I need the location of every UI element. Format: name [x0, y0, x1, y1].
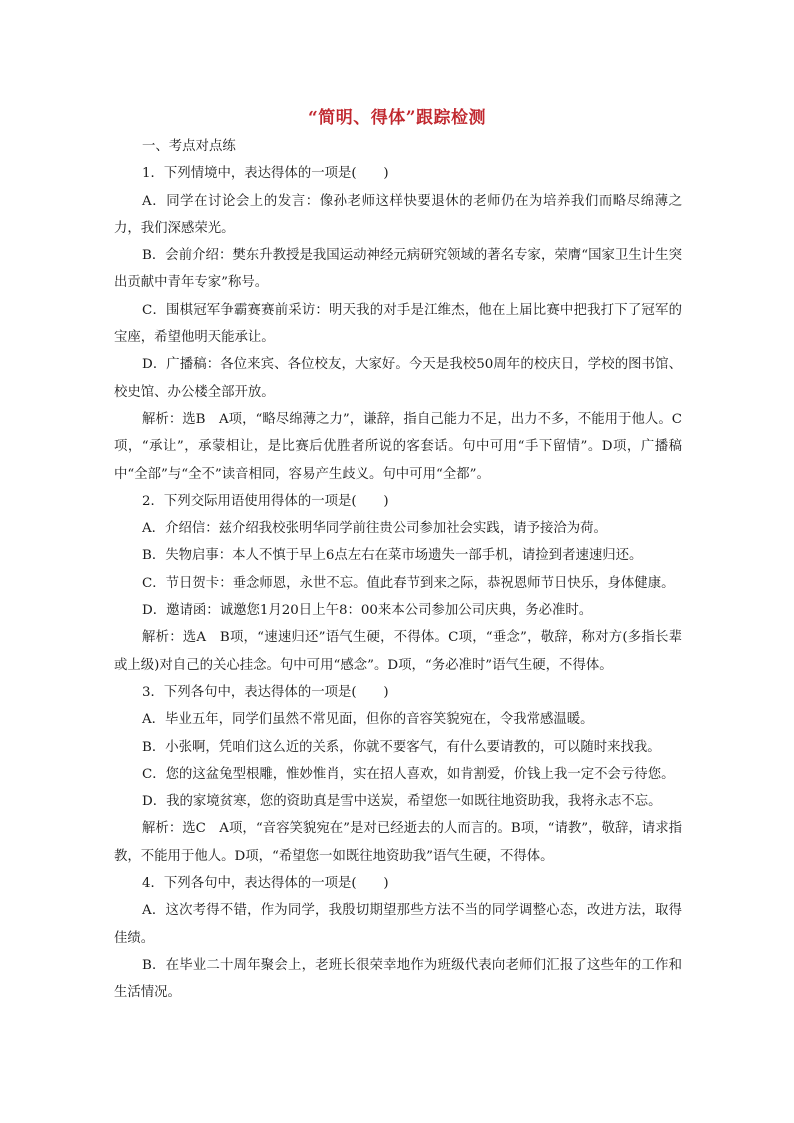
question-2-option-c: C．节日贺卡：垂念师恩，永世不忘。值此春节到来之际，恭祝恩师节日快乐，身体健康。 [142, 575, 675, 591]
question-3-option-b: B．小张啊，凭咱们这么近的关系，你就不要客气，有什么要请教的，可以随时来找我。 [142, 739, 661, 755]
question-1-option-a: A．同学在讨论会上的发言：像孙老师这样快要退休的老师仍在为培养我们而略尽绵薄之力，我们深感荣光。 [114, 193, 682, 236]
document-title: “简明、得体”跟踪检测 [307, 108, 487, 128]
question-3-option-c: C．您的这盆兔型根雕，惟妙惟肖，实在招人喜欢，如肯割爱，价钱上我一定不会亏待您。 [142, 766, 675, 782]
question-3-option-a: A．毕业五年，同学们虽然不常见面，但你的音容笑貌宛在，令我常感温暖。 [142, 712, 594, 728]
question-3-stem: 3．下列各句中，表达得体的一项是( ) [142, 684, 389, 700]
section-heading: 一、考点对点练 [142, 139, 236, 154]
question-2-stem: 2．下列交际用语使用得体的一项是( ) [142, 493, 389, 509]
question-2-option-a: A．介绍信：兹介绍我校张明华同学前往贵公司参加社会实践，请予接洽为荷。 [142, 521, 607, 537]
question-1-option-d: D．广播稿：各位来宾、各位校友，大家好。今天是我校50周年的校庆日，学校的图书馆、校史馆、办公楼全部开放。 [114, 357, 682, 400]
question-3-analysis: 解析：选C A项，“音容笑貌宛在”是对已经逝去的人而言的。B项，“请教”，敬辞，请求指教，不能用于他人。D项，“希望您一如既往地资助我”语气生硬，不得体。 [114, 821, 682, 864]
question-2-option-d: D．邀请函：诚邀您1月20日上午8：00来本公司参加公司庆典，务必准时。 [142, 603, 593, 619]
question-4-option-b: B．在毕业二十周年聚会上，老班长很荣幸地作为班级代表向老师们汇报了这些年的工作和生活情况。 [114, 957, 682, 1001]
question-1-option-b: B．会前介绍：樊东升教授是我国运动神经元病研究领域的著名专家，荣膺“国家卫生计生突出贡献中青年专家”称号。 [114, 248, 682, 291]
question-1-option-c: C．围棋冠军争霸赛赛前采访：明天我的对手是江维杰，他在上届比赛中把我打下了冠军的宝座，希望他明天能承让。 [114, 302, 682, 346]
question-4-stem: 4．下列各句中，表达得体的一项是( ) [142, 876, 389, 892]
question-3-option-d: D．我的家境贫寒，您的资助真是雪中送炭，希望您一如既往地资助我，我将永志不忘。 [142, 794, 662, 810]
question-1-analysis: 解析：选B A项，“略尽绵薄之力”，谦辞，指自己能力不足，出力不多，不能用于他人。C项，“承让”，承蒙相让，是比赛后优胜者所说的客套话。句中可用“手下留情”。D项，广播稿中“全部”与“全不”读音相同，容易产生歧义。句中可用“全都”。 [114, 411, 682, 482]
document-body [114, 133, 682, 1007]
question-2-analysis: 解析：选A B项，“速速归还”语气生硬，不得体。C项，“垂念”，敬辞，称对方(多指长辈或上级)对自己的关心挂念。句中可用“感念”。D项，“务必准时”语气生硬，不得体。 [114, 630, 682, 673]
question-4-option-a: A．这次考得不错，作为同学，我殷切期望那些方法不当的同学调整心态，改进方法，取得佳绩。 [114, 903, 682, 946]
question-1-stem: 1．下列情境中，表达得体的一项是( ) [142, 166, 389, 182]
question-2-option-b: B．失物启事：本人不慎于早上6点左右在菜市场遗失一部手机，请捡到者速速归还。 [142, 548, 643, 564]
